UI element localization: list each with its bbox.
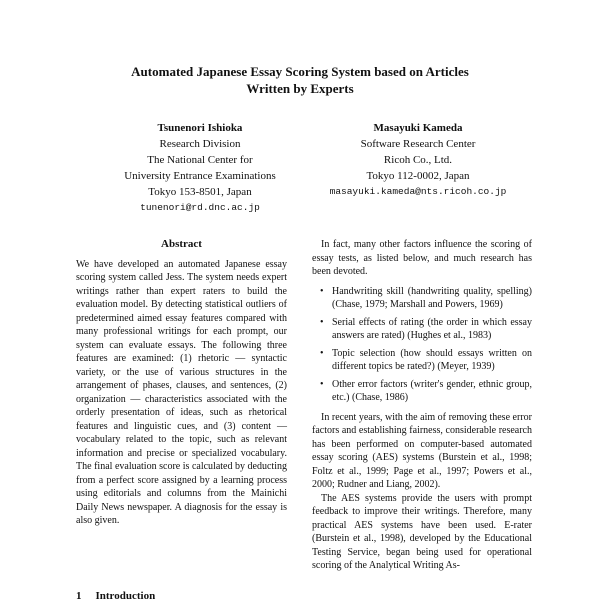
list-item-text: Topic selection (how should essays written on different topics be rated?) (Meyer, 1939): [332, 347, 532, 372]
author-affiliation-line: The National Center for: [147, 154, 253, 166]
list-item: [312, 347, 532, 374]
author-affiliation-line: Ricoh Co., Ltd.: [383, 154, 453, 166]
factor-list: [312, 285, 532, 405]
bullet-icon: •: [320, 347, 324, 359]
author-affiliation-line: Research Division: [159, 138, 241, 150]
author-affiliation-line: Tokyo 112-0002, Japan: [366, 170, 470, 182]
author-affiliation-line: University Entrance Examinations: [124, 170, 276, 182]
author-affiliation-line: Software Research Center: [360, 138, 476, 150]
author-block-2: [298, 120, 538, 200]
author-block-1: [105, 120, 295, 216]
abstract-text: We have developed an automated Japanese essay scoring system called Jess. The system needs expert writings rather than expert raters to build the evaluation model. By detecting statistical outliers of predetermined aimed essay features compared with many professional writings for each prompt, our system can evaluate essays. The following three features are examined: (1) rhetoric — syntactic variety, or the use of various structures in the arrangement of phases, clauses, and sentences, (2) organization — characteristics associated with the orderly presentation of ideas, such as rhetorical features and linguistic cues, and (3) content — vocabulary related to the topic, such as relevant information and precise or specialized vocabulary. The final evaluation score is calculated by deducting from a perfect score assigned by a learning process using editorials and columns from the Mainichi Daily News newspaper. A diagnosis for the essay is also given.: [76, 258, 287, 526]
list-item-text: Serial effects of rating (the order in which essay answers are rated) (Hughes et al., 1983): [332, 316, 532, 341]
bullet-icon: •: [320, 378, 324, 390]
title-line-1: Automated Japanese Essay Scoring System based on Articles: [131, 64, 469, 79]
bullet-icon: •: [320, 316, 324, 328]
bullet-icon: •: [320, 285, 324, 297]
list-item-text: Handwriting skill (handwriting quality, spelling) (Chase, 1979; Marshall and Powers, 1969): [332, 285, 532, 310]
list-item: [312, 285, 532, 312]
list-item: [312, 378, 532, 405]
section-title: Introduction: [95, 590, 156, 602]
paper-title: [0, 63, 600, 97]
intro-paragraph: In fact, many other factors influence the scoring of essay tests, as listed below, and much research has been devoted.: [312, 239, 532, 277]
left-column: [76, 238, 287, 528]
author-affiliation-line: Tokyo 153-8501, Japan: [148, 186, 252, 198]
section-heading: [76, 590, 169, 602]
list-item-text: Other error factors (writer's gender, ethnic group, etc.) (Chase, 1986): [332, 378, 532, 403]
author-name: Masayuki Kameda: [373, 122, 463, 134]
author-name: Tsunenori Ishioka: [157, 122, 243, 134]
list-item: [312, 316, 532, 343]
abstract-heading: Abstract: [161, 238, 202, 250]
right-column: [312, 238, 532, 573]
author-email: masayuki.kameda@nts.ricoh.co.jp: [329, 186, 507, 197]
body-paragraph: In recent years, with the aim of removing these error factors and establishing fairness, considerable research has been performed on computer-based automated essay scoring (AES) systems (Burstein et al., 1998; Foltz et al., 1999; Page et al., 1997; Powers et al., 2000; Rudner and Liang, 2002).: [312, 411, 532, 490]
section-number: 1: [76, 590, 82, 602]
title-line-2: Written by Experts: [246, 81, 354, 96]
body-paragraph: The AES systems provide the users with prompt feedback to improve their writings. Therefore, many practical AES systems have been used. E-rater (Burstein et al., 1998), developed by the Educational Testing Service, began being used for operational scoring of the Analytical Writing As-: [312, 492, 532, 571]
author-email: tunenori@rd.dnc.ac.jp: [140, 202, 260, 213]
